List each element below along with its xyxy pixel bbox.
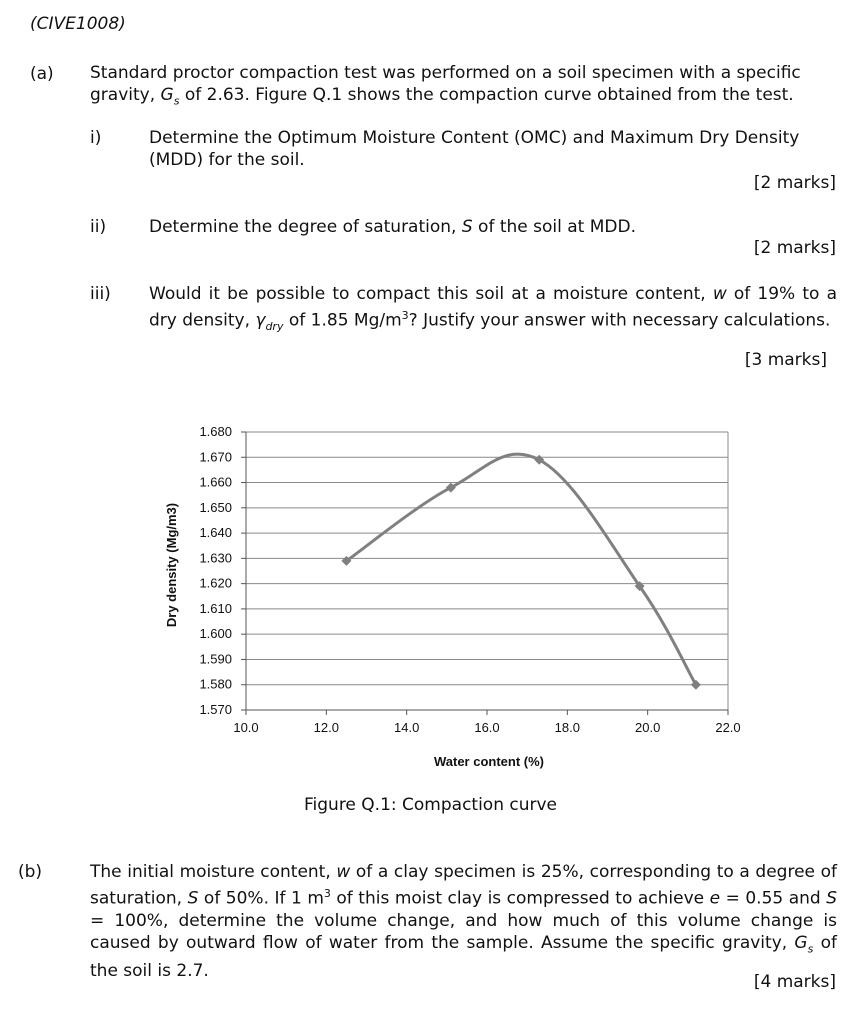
gamma-symbol: γ (255, 310, 266, 331)
y-tick-label: 1.610 (199, 600, 232, 616)
chart-tick-labels (199, 424, 740, 735)
item-ii-text-2: of the soil at MDD. (472, 217, 636, 237)
y-axis-label: Dry density (Mg/m3) (164, 502, 179, 628)
x-tick-label: 14.0 (394, 720, 420, 735)
y-tick-label: 1.680 (199, 424, 232, 439)
gs-symbol: G (160, 85, 174, 105)
y-tick-label: 1.590 (199, 651, 232, 667)
chart-grid (246, 432, 728, 710)
part-a-intro (90, 62, 838, 112)
part-a-label: (a) (30, 64, 54, 84)
part-a-intro-text-2: of 2.63. Figure Q.1 shows the compaction curve obtained from the test. (179, 85, 794, 105)
item-iii-marks: [3 marks] (744, 350, 827, 370)
gs-subscript-b: s (807, 942, 814, 956)
item-ii-text-1: Determine the degree of saturation, (149, 217, 462, 237)
x-tick-label: 10.0 (233, 720, 259, 735)
item-ii-label: ii) (90, 217, 107, 237)
item-iii-text-2: of 19% to a dry density, (149, 284, 837, 331)
m3-superscript-b: 3 (323, 887, 331, 900)
figure-caption: Figure Q.1: Compaction curve (303, 795, 558, 815)
series-line (346, 454, 695, 685)
x-tick-label: 18.0 (554, 720, 580, 735)
y-tick-label: 1.600 (199, 626, 232, 642)
item-iii-text-1: Would it be possible to compact this soil at a moisture content, (149, 284, 713, 304)
item-iii-text-3: of 1.85 Mg/m (283, 310, 402, 331)
part-b-marks: [4 marks] (753, 972, 836, 992)
w-symbol: w (712, 284, 727, 304)
item-iii-label: iii) (90, 284, 111, 304)
s-symbol: S (461, 217, 473, 237)
compaction-chart (150, 418, 760, 778)
y-tick-label: 1.570 (199, 702, 232, 717)
x-axis-label: Water content (%) (433, 754, 545, 769)
part-b-text-2: of a clay specimen is 25%, corresponding to a degree of saturation, (90, 862, 837, 909)
course-code: (CIVE1008) (30, 14, 126, 34)
part-b-text-3: of 50%. If 1 m (198, 888, 324, 909)
m3-superscript: 3 (401, 309, 409, 322)
part-b-text-4: of this moist clay is compressed to achieve (330, 888, 710, 909)
part-b-text-7: of the soil is 2.7. (90, 932, 837, 982)
part-b-text-6: = 100%, determine the volume change, and how much of this volume change is caused by outward flow of water from the sample. Assume the specific gravity, (90, 910, 837, 953)
s-symbol-b: S (187, 888, 199, 909)
x-tick-label: 20.0 (635, 720, 661, 735)
part-b-text-1: The initial moisture content, (90, 862, 337, 882)
x-tick-label: 12.0 (313, 720, 339, 735)
part-a-intro-text-1: Standard proctor compaction test was performed on a soil specimen with a specific gravity, (90, 63, 801, 105)
chart-series (341, 454, 700, 690)
y-tick-label: 1.640 (199, 525, 232, 541)
chart-axes (241, 432, 728, 715)
w-symbol-b: w (336, 862, 351, 882)
y-tick-label: 1.620 (199, 575, 232, 591)
x-tick-label: 22.0 (715, 720, 741, 735)
e-symbol: e (709, 888, 721, 909)
x-tick-label: 16.0 (474, 720, 500, 735)
s-symbol-b2: S (826, 888, 838, 909)
y-tick-label: 1.580 (199, 676, 232, 692)
part-b-text (90, 861, 837, 982)
gs-symbol-b: G (794, 932, 808, 953)
item-iii-text-4: ? Justify your answer with necessary calculations. (408, 310, 831, 331)
y-tick-label: 1.650 (199, 499, 232, 515)
item-i-label: i) (90, 128, 102, 148)
item-iii-text (149, 283, 837, 338)
gamma-subscript: dry (265, 320, 284, 334)
item-i-text: Determine the Optimum Moisture Content (OMC) and Maximum Dry Density (MDD) for the soil. (149, 128, 800, 170)
y-tick-label: 1.670 (199, 449, 232, 465)
item-ii-marks: [2 marks] (753, 238, 836, 258)
y-tick-label: 1.630 (199, 550, 232, 566)
item-i-marks: [2 marks] (753, 173, 836, 193)
y-tick-label: 1.660 (199, 474, 232, 490)
gs-subscript: s (173, 94, 180, 108)
part-b-label: (b) (18, 862, 43, 882)
item-ii-text (149, 216, 839, 238)
part-b-text-5: = 0.55 and (720, 888, 827, 909)
